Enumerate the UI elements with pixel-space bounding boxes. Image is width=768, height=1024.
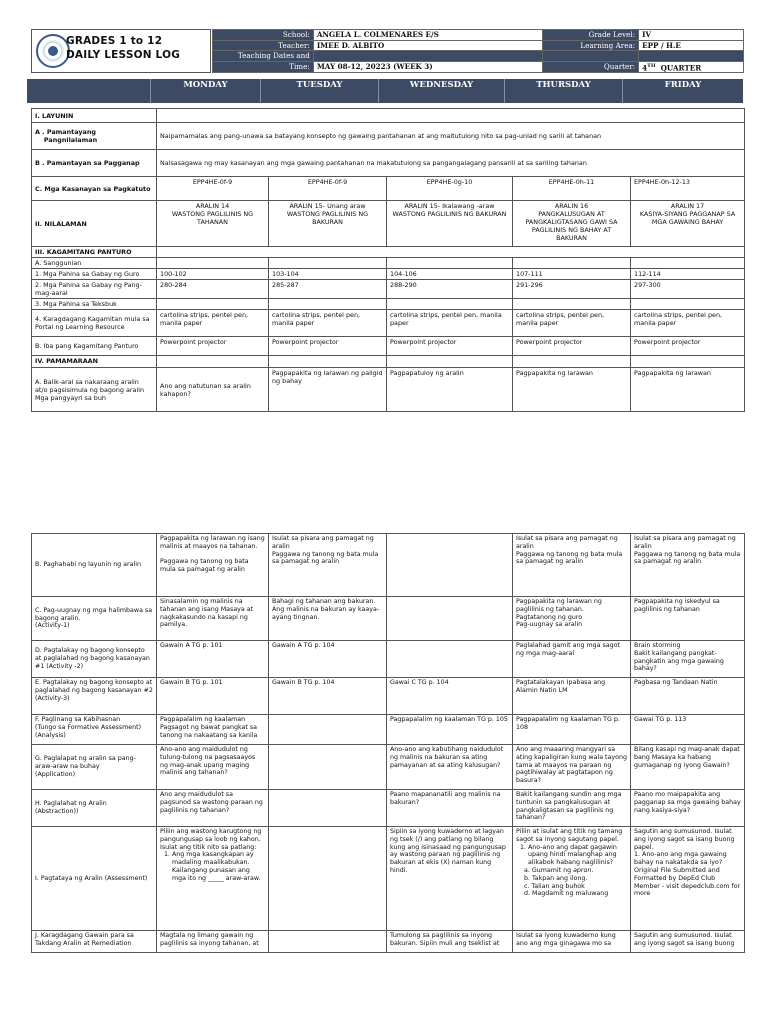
pagtalakay2-mon: Gawain B TG p. 101: [157, 678, 269, 715]
code-tue: EPP4HE-0f-9: [269, 177, 387, 201]
pagtalakay1-tue: Gawain A TG p. 104: [269, 641, 387, 678]
grade-value: IV: [639, 30, 744, 41]
pagtalakay2-thu: Pagtatalakayan Ipabasa ang Alamin Natin LM: [513, 678, 631, 715]
pagganap-text: Naisasagawa ng may kasanayan ang mga gawaing pantahanan na makatutulong sa pangangalagang pansarili at sa sariling tahanan: [157, 150, 745, 177]
dates-label-1: Teaching Dates and: [213, 51, 314, 62]
karagdagang-gawain-mon: Magtala ng limang gawain ng paglilinis sa inyong tahanan, at: [157, 931, 269, 953]
karagdagang-gawain-label: J. Karagdagang Gawain para sa Takdang Aralin at Remediation: [32, 931, 157, 953]
guro-label: 1. Mga Pahina sa Gabay ng Guro: [32, 269, 157, 280]
karagdagang-gawain-fri: Sagutin ang sumusunod. Isulat ang iyong sagot sa isang buong: [631, 931, 745, 953]
balik-fri: Pagpapakita ng larawan: [631, 368, 745, 412]
karagdagan-wed: cartolina strips, pentel pen, manila paper: [387, 310, 513, 337]
karagdagan-fri: cartolina strips, pentel pen, manila paper: [631, 310, 745, 337]
pagganap-label: B . Pamantayan sa Pagganap: [32, 150, 157, 177]
paglalahat-wed: Paano mapananatili ang malinis na bakuran?: [387, 790, 513, 827]
paglinang-tue: [269, 715, 387, 745]
pagtalakay1-wed: [387, 641, 513, 678]
day-wednesday: WEDNESDAY: [379, 79, 505, 103]
teacher-value: IMEE D. ALBITO: [313, 40, 543, 51]
dates-value: MAY 08-12, 20223 (WEEK 3): [313, 61, 543, 72]
paglalapat-thu: Ano ang maaaring mangyari sa ating kapaligiran kung wala tayong tama at maayos na paraan ng pagtihiwalay at pagtatapon ng basura?: [513, 745, 631, 790]
pag-uugnay-fri: Pagpapakita ng iskedyul sa paglilinis ng tahanan: [631, 597, 745, 641]
karagdagan-mon: cartolina strips, pentel pen, manila paper: [157, 310, 269, 337]
karagdagang-gawain-thu: Isulat sa iyong kuwaderno kung ano ang mga ginagawa mo sa: [513, 931, 631, 953]
karagdagang-gawain-tue: [269, 931, 387, 953]
quarter-value: 4TH QUARTER: [639, 61, 744, 72]
paghahabi-mon: Pagpapakita ng larawan ng isang malinis at maayos na tahanan. Paggawa ng tanong ng bata mula sa pamagat ng aralin: [157, 534, 269, 597]
pagtataya-tue: [269, 827, 387, 931]
code-mon: EPP4HE-0f-9: [157, 177, 269, 201]
paglalahat-thu: Bakit kailangang sundin ang mga tuntunin sa pangkalusugan at pangkaligtasan sa paglilinis ng tahanan?: [513, 790, 631, 827]
aralin-tue: ARALIN 15- Unang araw WASTONG PAGLILINIS NG BAKURAN: [269, 201, 387, 247]
karagdagang-gawain-wed: Tumulong sa paglilinis sa inyong bakuran. Sipiin muli ang tseklist at: [387, 931, 513, 953]
pagtalakay2-label: E. Pagtalakay ng bagong konsepto at paglalahad ng bagong kasanayan #2 (Activity-3): [32, 678, 157, 715]
magaaral-tue: 285-287: [269, 280, 387, 299]
area-label: Learning Area:: [543, 40, 639, 51]
sanggunian-label: A. Sanggunian: [32, 258, 157, 269]
title-line-2: DAILY LESSON LOG: [66, 49, 181, 61]
pag-uugnay-label: C. Pag-uugnay ng mga halimbawa sa bagong aralin. (Activity-1): [32, 597, 157, 641]
guro-wed: 104-106: [387, 269, 513, 280]
paglalahat-mon: Ano ang maidudulot sa pagsunod sa wastong paraan ng paglilinis ng tahanan?: [157, 790, 269, 827]
paglinang-fri: Gawai TG p. 113: [631, 715, 745, 745]
lesson-table-page2: [31, 533, 745, 953]
paghahabi-fri: Isulat sa pisara ang pamagat ng aralin Paggawa ng tanong ng bata mula sa pamagat ng aralin: [631, 534, 745, 597]
karagdagan-label: 4. Karagdagang Kagamitan mula sa Portal ng Learning Resource: [32, 310, 157, 337]
balik-label: A. Balik-aral sa nakaraang aralin at/o pagsisimula ng bagong aralin Mga pangyayri sa buh: [32, 368, 157, 412]
quarter-label: Quarter:: [543, 61, 639, 72]
pag-uugnay-wed: [387, 597, 513, 641]
kasanayan-label: C. Mga Kasanayan sa Pagkatuto: [32, 177, 157, 201]
paglinang-wed: Pagpapalalim ng kaalaman TG p. 105: [387, 715, 513, 745]
magaaral-label: 2. Mga Pahina sa Gabay ng Pang-mag-aaral: [32, 280, 157, 299]
iba-thu: Powerpoint projector: [513, 337, 631, 356]
magaaral-thu: 291-296: [513, 280, 631, 299]
kagamitan-heading: III. KAGAMITANG PANTURO: [32, 247, 157, 258]
lesson-table-page1: [31, 108, 745, 412]
code-thu: EPP4HE-0h-11: [513, 177, 631, 201]
layunin-heading: I. LAYUNIN: [32, 109, 157, 123]
pagtalakay2-fri: Pagbasa ng Tandaan Natin: [631, 678, 745, 715]
guro-mon: 100-102: [157, 269, 269, 280]
paglinang-thu: Pagpapalalim ng kaalaman TG p. 108: [513, 715, 631, 745]
nilalaman-label: II. NILALAMAN: [32, 201, 157, 247]
paglalahat-fri: Paano mo maipapakita ang pagganap sa mga gawaing bahay nang kasiya-siya?: [631, 790, 745, 827]
pagtataya-mon: Piliin ang wastong karugtong ng pangungusap sa loob ng kahon. Isulat ang titik nito sa patlang: 1. Ang mga kasangkapan ay madaling maalikabukan. Kailangang punasan ang mga ito ng _____ araw-araw.: [157, 827, 269, 931]
iba-fri: Powerpoint projector: [631, 337, 745, 356]
school-label: School:: [213, 30, 314, 41]
paghahabi-label: B. Paghahabi ng layunin ng aralin: [32, 534, 157, 597]
school-value: ANGELA L. COLMENARES E/S: [313, 30, 543, 41]
pagtalakay2-wed: Gawai C TG p. 104: [387, 678, 513, 715]
aralin-mon: ARALIN 14 WASTONG PAGLILINIS NG TAHANAN: [157, 201, 269, 247]
paghahabi-thu: Isulat sa pisara ang pamagat ng aralin Paggawa ng tanong ng bata mula sa pamagat ng aralin: [513, 534, 631, 597]
pagtalakay1-thu: Paglalahad gamit ang mga sagot ng mga mag-aaral: [513, 641, 631, 678]
paglalahat-label: H. Paglalahat ng Aralin (Abstraction)): [32, 790, 157, 827]
karagdagan-tue: cartolina strips, pentel pen, manila paper: [269, 310, 387, 337]
code-wed: EPP4HE-0g-10: [387, 177, 513, 201]
iba-mon: Powerpoint projector: [157, 337, 269, 356]
day-thursday: THURSDAY: [505, 79, 623, 103]
pagtalakay1-fri: Brain storming Bakit kailangang pangkat-pangkatin ang mga gawaing bahay?: [631, 641, 745, 678]
balik-wed: Pagpapatuloy ng aralin: [387, 368, 513, 412]
paglalapat-label: G. Paglalapat ng aralin sa pang-araw-araw na buhay (Application): [32, 745, 157, 790]
paglalapat-mon: Ano-ano ang maidudulot ng tulung-tulong na pagsasaayos ng mag-anak upang maging malinis ang tahanan?: [157, 745, 269, 790]
pagtataya-thu: Piliin at isulat ang titik ng tamang sagot sa inyong sagutang papel. 1. Ano-ano ang dapat gagawin upang hindi malanghap ang alikabok habang naglilinis? a. Gumamit ng apron. b. Takpan ang ilong. c. Talian ang buhok d. Magdamit ng maluwang: [513, 827, 631, 931]
pag-uugnay-mon: Sinasalamin ng malinis na tahanan ang isang Masaya at nagkakasundo na kasapi ng pamilya.: [157, 597, 269, 641]
magaaral-fri: 297-300: [631, 280, 745, 299]
iba-tue: Powerpoint projector: [269, 337, 387, 356]
karagdagan-thu: cartolina strips, pentel pen, manila paper: [513, 310, 631, 337]
pagtataya-wed: Sipiin sa iyong kuwaderno at lagyan ng tsek (/) ang patlang ng bilang kung ang isinasaad ng pangungusap ay wastong paraan ng paglilinis ng bakuran at ekis (X) naman kung hindi.: [387, 827, 513, 931]
aralin-fri: ARALIN 17 KASIYA-SIYANG PAGGANAP SA MGA GAWAING BAHAY: [631, 201, 745, 247]
aralin-wed: ARALIN 15- Ikalawang -araw WASTONG PAGLILINIS NG BAKURAN: [387, 201, 513, 247]
area-value: EPP / H.E: [639, 40, 744, 51]
day-monday: MONDAY: [151, 79, 261, 103]
guro-thu: 107-111: [513, 269, 631, 280]
days-header: [27, 79, 743, 103]
pagtataya-label: I. Pagtataya ng Aralin (Assessment): [32, 827, 157, 931]
balik-mon: Ano ang natutunan sa aralin kahapon?: [157, 368, 269, 412]
paglalapat-wed: Ano-ano ang kabutihang naidudulot ng malinis na bakuran sa ating pamayanan at sa ating kalusugan?: [387, 745, 513, 790]
iba-wed: Powerpoint projector: [387, 337, 513, 356]
pamamaraan-heading: IV. PAMAMARAAN: [32, 356, 157, 368]
guro-fri: 112-114: [631, 269, 745, 280]
dll-header: [31, 29, 744, 73]
title-box: [31, 29, 211, 73]
paglinang-mon: Pagpapalalim ng kaalaman Pagsagot ng bawat pangkat sa tanong na nakaatang sa kanila: [157, 715, 269, 745]
balik-thu: Pagpapakita ng larawan: [513, 368, 631, 412]
pag-uugnay-tue: Bahagi ng tahanan ang bakuran. Ang malinis na bakuran ay kaaya-ayang tingnan.: [269, 597, 387, 641]
grade-label: Grade Level:: [543, 30, 639, 41]
pamantayang-text: Naipamamalas ang pang-unawa sa batayang konsepto ng gawaing pantahanan at ang maitutulong nito sa pag-unlad ng sarili at tahanan: [157, 123, 745, 150]
dates-label-2: Time:: [213, 61, 314, 72]
magaaral-wed: 288-290: [387, 280, 513, 299]
teksbuk-label: 3. Mga Pahina sa Teksbuk: [32, 299, 157, 310]
paghahabi-tue: Isulat sa pisara ang pamagat ng aralin Paggawa ng tanong ng bata mula sa pamagat ng aralin: [269, 534, 387, 597]
title-line-1: GRADES 1 to 12: [66, 35, 163, 47]
balik-tue: Pagpapakita ng larawan ng paligid ng bahay: [269, 368, 387, 412]
day-friday: FRIDAY: [664, 80, 702, 90]
day-tuesday: TUESDAY: [261, 79, 379, 103]
pagtalakay1-mon: Gawain A TG p. 101: [157, 641, 269, 678]
pamantayang-label: A . Pamantayang Pangnilalaman: [32, 123, 157, 150]
aralin-thu: ARALIN 16 PANGKALUSUGAN AT PANGKALIGTASANG GAWI SA PAGLILINIS NG BAHAY AT BAKURAN: [513, 201, 631, 247]
code-fri: EPP4HE-0h-12-13: [631, 177, 745, 201]
paglalapat-tue: [269, 745, 387, 790]
pag-uugnay-thu: Pagpapakita ng larawan ng paglilinis ng tahanan. Pagtatanong ng guro Pag-uugnay sa aralin: [513, 597, 631, 641]
iba-label: B. Iba pang Kagamitang Panturo: [32, 337, 157, 356]
magaaral-mon: 280-284: [157, 280, 269, 299]
teacher-label: Teacher:: [213, 40, 314, 51]
guro-tue: 103-104: [269, 269, 387, 280]
deped-seal-icon: [36, 34, 70, 68]
paghahabi-wed: [387, 534, 513, 597]
paglalahat-tue: [269, 790, 387, 827]
pagtalakay1-label: D. Pagtalakay ng bagong konsepto at paglalahad ng bagong kasanayan #1 (Activity -2): [32, 641, 157, 678]
pagtataya-fri: Sagutin ang sumusunod. Isulat ang iyong sagot sa isang buong papel. 1. Ano-ano ang mga gawaing bahay na nakatakda sa iyo? Original File Submitted and Formatted by DepEd Club Member - visit depedclub.com for more: [631, 827, 745, 931]
paglalapat-fri: Bilang kasapi ng mag-anak dapat bang Masaya ka habang gumaganap ng iyong Gawain?: [631, 745, 745, 790]
paglinang-label: F. Paglinang sa Kabihasnan (Tungo sa Formative Assessment) (Analysis): [32, 715, 157, 745]
pagtalakay2-tue: Gawain B TG p. 104: [269, 678, 387, 715]
header-info-table: [212, 29, 744, 73]
